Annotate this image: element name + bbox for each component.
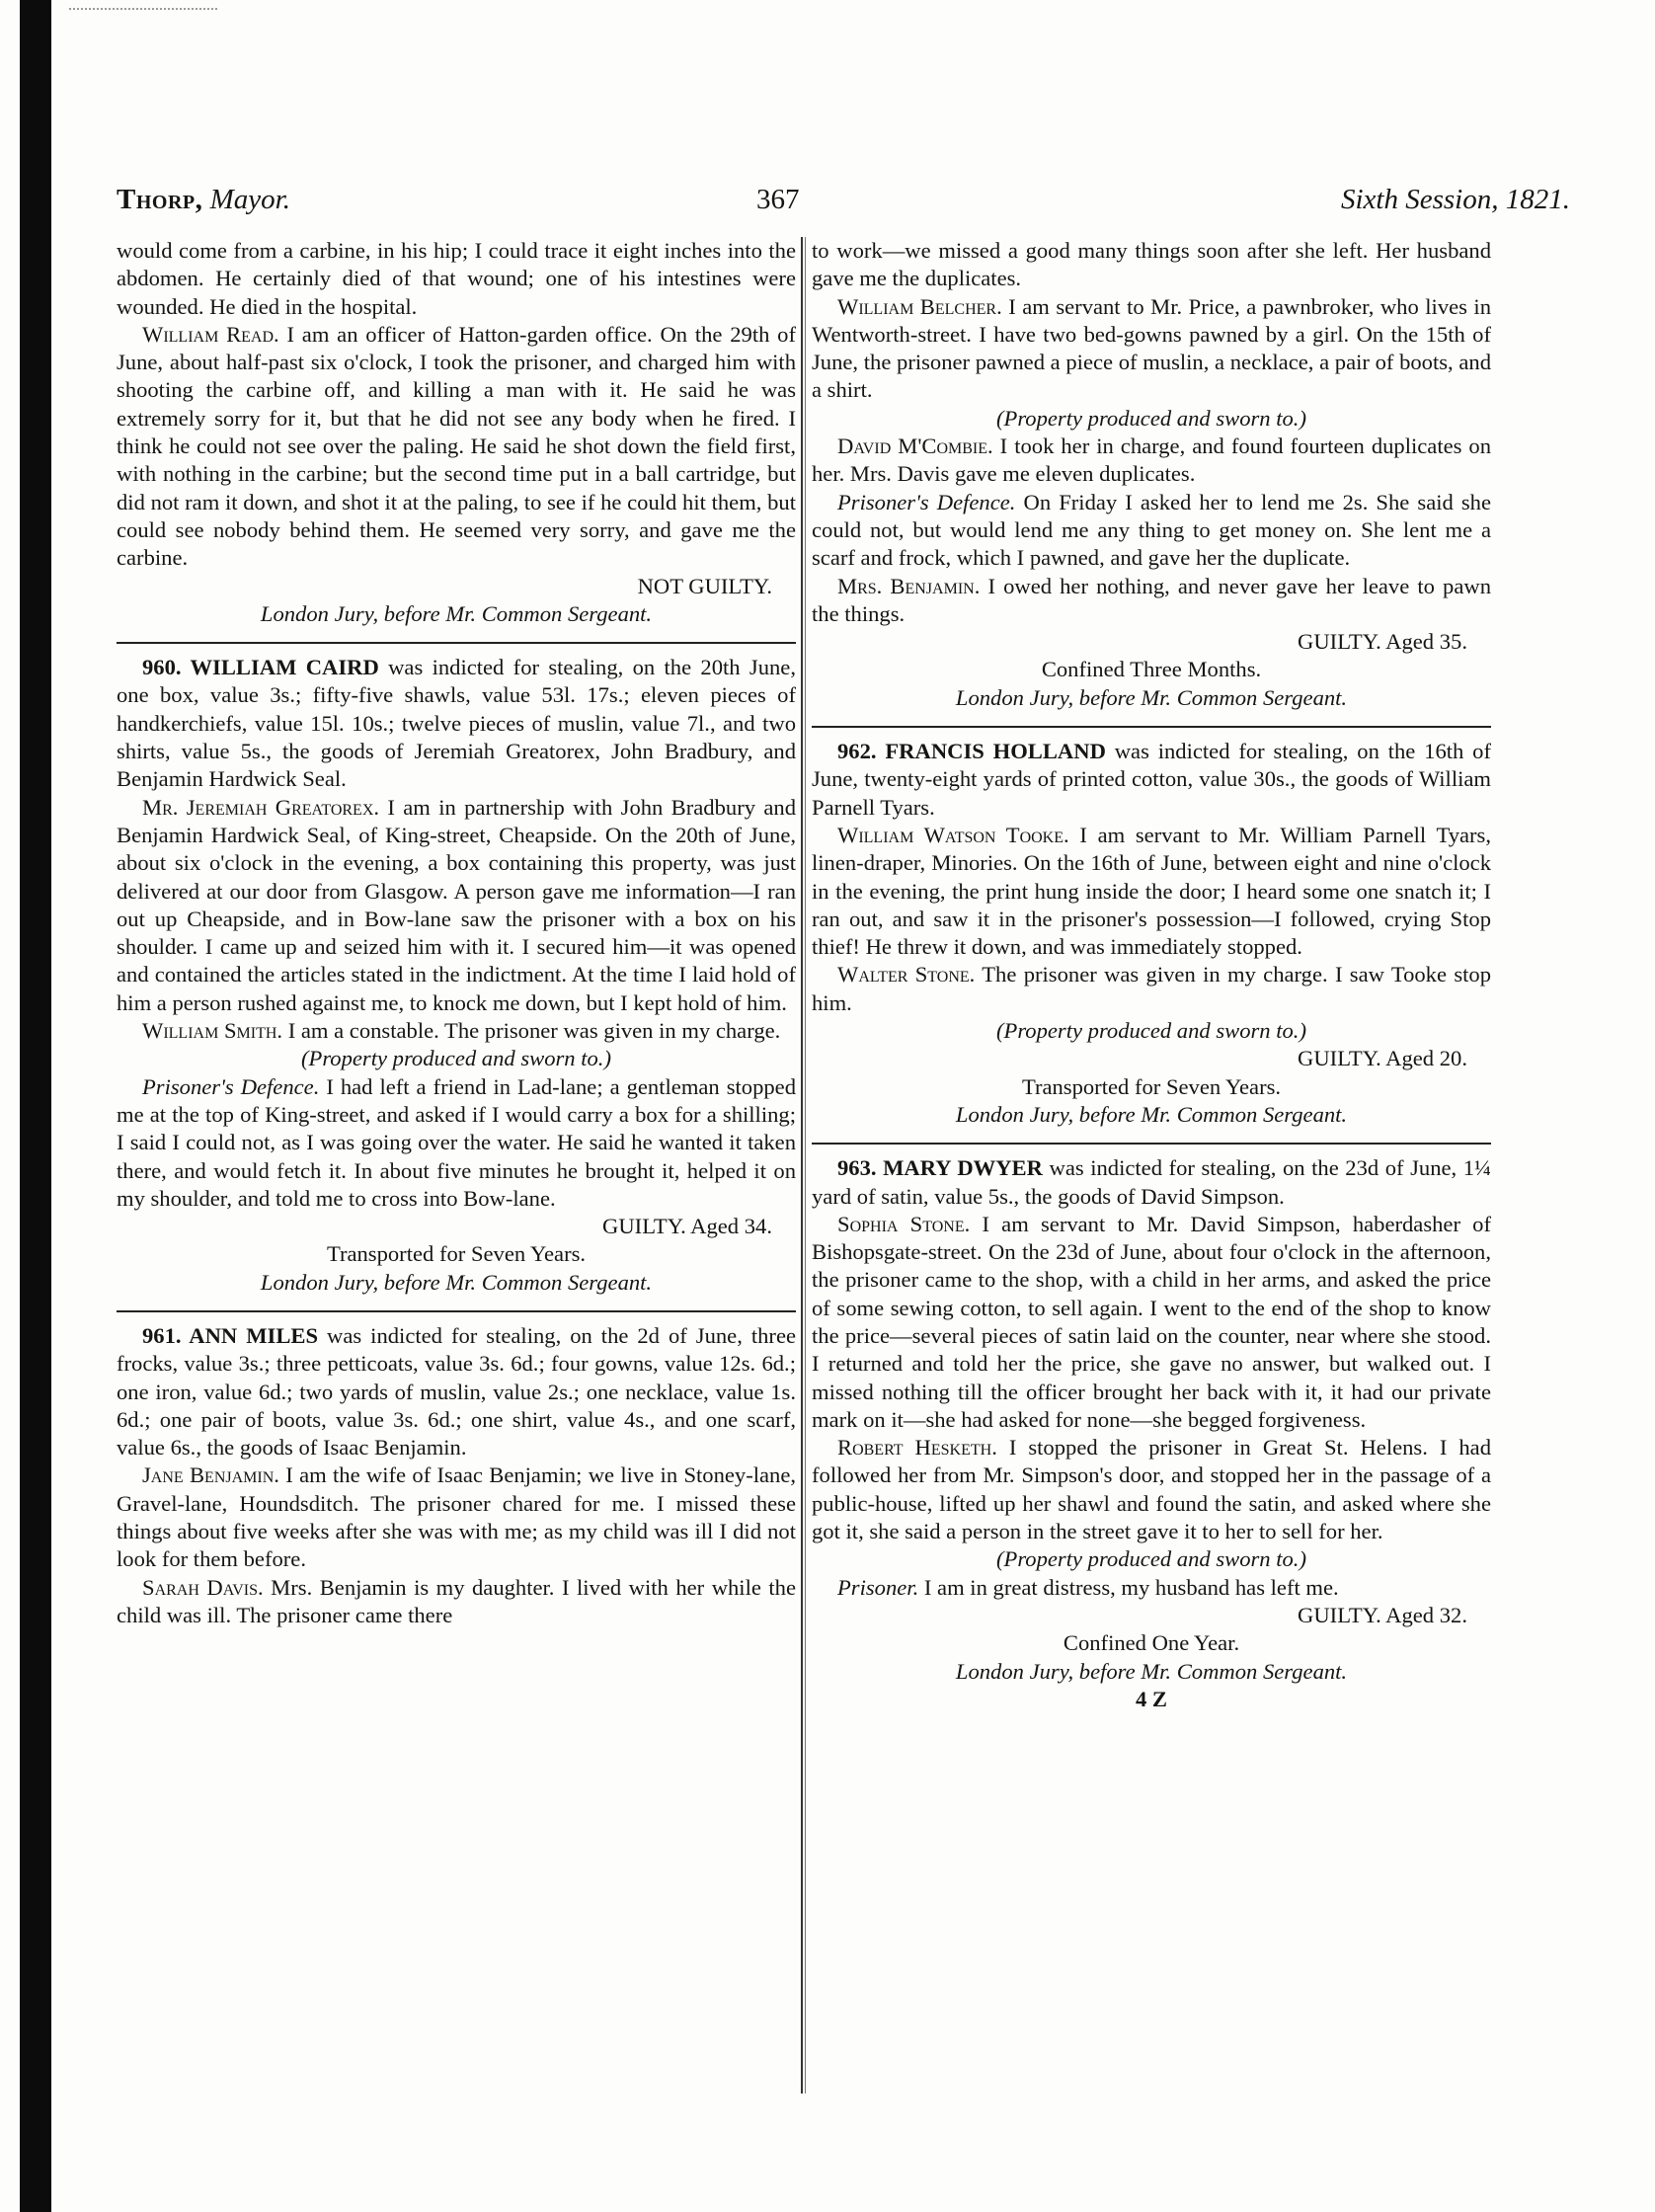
testimony-text: I am servant to Mr. Price, a pawnbroker, who lives in Wentworth-street. I have two bed-gowns pawned by a girl. On the 15th of June, the prisoner pawned a piece of muslin, a necklace, a pair of boots, and a shirt. bbox=[812, 293, 1491, 403]
prisoner-text: I am in great distress, my husband has left me. bbox=[918, 1574, 1339, 1600]
indictment-text: was indicted for stealing, on the 16th of June, twenty-eight yards of printed cotton, value 30s., the goods of William Parnell Tyars. bbox=[812, 739, 1491, 820]
case-963 bbox=[812, 1154, 1491, 1211]
scan-artifact bbox=[69, 8, 217, 16]
prisoner-label: Prisoner. bbox=[837, 1574, 919, 1600]
header-left bbox=[117, 184, 290, 216]
jury-line: London Jury, before Mr. Common Sergeant. bbox=[955, 1658, 1348, 1684]
testimony bbox=[117, 794, 796, 1017]
jury-line: London Jury, before Mr. Common Sergeant. bbox=[955, 1101, 1348, 1127]
page-number: 367 bbox=[756, 184, 800, 215]
testimony bbox=[117, 321, 796, 573]
column-divider-inner bbox=[805, 237, 806, 2094]
case-962 bbox=[812, 738, 1491, 822]
testimony bbox=[812, 961, 1491, 1017]
testimony bbox=[812, 433, 1491, 489]
testimony bbox=[117, 1017, 796, 1045]
testimony-text: I am in partnership with John Bradbury and Benjamin Hardwick Seal, of King-street, Cheapside. On the 20th of June, about six o'clock in the evening, a box containing this property, was just delivered at our door from Glasgow. A person gave me information—I ran out up Cheapside, and in Bow-lane saw the prisoner with a box on his shoulder. I came up and seized him with it. I secured him—it was opened and contained the articles stated in the indictment. At the time I laid hold of him a person rushed against me, to knock me down, but I kept hold of him. bbox=[117, 794, 796, 1015]
testimony-text: I am an officer of Hatton-garden office. On the 29th of June, about half-past six o'clock, I took the prisoner, and charged him with shooting the carbine off, and killing a man with it. He said he was extremely sorry for it, but that he did not see any body when he fired. I think he could not see over the paling. He said he shot down the field first, with nothing in the carbine; but the second time put in a ball cartridge, but did not ram it down, and shot it at the paling, to see if he could hit them, but could see nobody behind them. He seemed very sorry, and gave me the carbine. bbox=[117, 321, 796, 571]
speaker: David M'Combie. bbox=[837, 434, 993, 459]
sentence: Transported for Seven Years. bbox=[326, 1241, 587, 1267]
testimony-text: I am servant to Mr. William Parnell Tyars, linen-draper, Minories. On the 16th of June, between eight and nine o'clock in the evening, the print hung inside the door; I heard some one snatch it; I ran out, and saw it in the prisoner's possession—I followed, crying Stop thief! He threw it down, and was immediately stopped. bbox=[812, 822, 1491, 960]
speaker: William Watson Tooke. bbox=[837, 822, 1069, 847]
speaker: William Smith. bbox=[142, 1018, 283, 1044]
speaker: Robert Hesketh. bbox=[837, 1435, 997, 1461]
verdict: GUILTY. Aged 35. bbox=[1298, 629, 1467, 655]
jury-line: London Jury, before Mr. Common Sergeant. bbox=[955, 684, 1348, 710]
indictment-text: was indicted for stealing, on the 2d of June, three frocks, value 3s.; three petticoats, value 3s. 6d.; four gowns, value 12s. 6d.; one iron, value 6d.; two yards of muslin, value 2s.; one necklace, value 1s. 6d.; one pair of boots, value 3s. 6d.; one shirt, value 4s., and one scarf, value 6s., the goods of Isaac Benjamin. bbox=[117, 1322, 796, 1461]
case-divider bbox=[117, 642, 796, 644]
property-note: (Property produced and sworn to.) bbox=[996, 1546, 1306, 1572]
indictment-text: was indicted for stealing, on the 23d of June, 1¼ yard of satin, value 5s., the goods of David Simpson. bbox=[812, 1155, 1491, 1209]
case-divider bbox=[117, 1310, 796, 1312]
testimony-text: I am the wife of Isaac Benjamin; we live in Stoney-lane, Gravel-lane, Houndsditch. The prisoner chared for me. I missed these things about five weeks after she was with me; as my child was ill I did not look for them before. bbox=[117, 1462, 796, 1572]
speaker: Sarah Davis. bbox=[142, 1574, 264, 1600]
testimony bbox=[812, 1434, 1491, 1545]
testimony-text: I am a constable. The prisoner was given in my charge. bbox=[282, 1018, 781, 1044]
page-header bbox=[117, 184, 1576, 227]
defence bbox=[812, 489, 1491, 573]
speaker: William Read. bbox=[142, 321, 279, 347]
verdict: GUILTY. Aged 34. bbox=[602, 1214, 772, 1239]
testimony-text: I am servant to Mr. David Simpson, haberdasher of Bishopsgate-street. On the 23d of June, about four o'clock in the afternoon, the prisoner came to the shop, with a child in her arms, and asked the price of some sewing cotton, to sell again. I went to the end of the shop to know the price—several pieces of satin laid on the counter, near where she stood. I returned and told her the price, she gave no answer, but walked out. I missed nothing till the officer brought her back with it, it had our private mark on it—she had asked for none—she begged forgiveness. bbox=[812, 1211, 1491, 1432]
testimony bbox=[117, 1574, 796, 1630]
testimony bbox=[812, 1211, 1491, 1434]
verdict: GUILTY. Aged 32. bbox=[1298, 1602, 1467, 1627]
jury-line: London Jury, before Mr. Common Sergeant. bbox=[260, 1269, 653, 1295]
case-961 bbox=[117, 1322, 796, 1462]
defence-text: I had left a friend in Lad-lane; a gentleman stopped me at the top of King-street, and asked if I would carry a box for a shilling; I said I could not, as I was going over the water. He said he wanted it taken there, and would fetch it. In about five minutes he brought it, helped it on my shoulder, and told me to cross into Bow-lane. bbox=[117, 1073, 796, 1211]
binding-edge bbox=[20, 0, 51, 2212]
testimony bbox=[812, 822, 1491, 961]
testimony-text: I took her in charge, and found fourteen duplicates on her. Mrs. Davis gave me eleven duplicates. bbox=[812, 434, 1491, 487]
prisoner-statement bbox=[812, 1574, 1491, 1602]
speaker: Mrs. Benjamin. bbox=[837, 573, 981, 598]
property-note: (Property produced and sworn to.) bbox=[301, 1046, 611, 1071]
defence-label: Prisoner's Defence. bbox=[142, 1073, 320, 1099]
case-divider bbox=[812, 1143, 1491, 1145]
case-960 bbox=[117, 654, 796, 793]
paragraph: to work—we missed a good many things soon after she left. Her husband gave me the duplicates. bbox=[812, 238, 1491, 291]
property-note: (Property produced and sworn to.) bbox=[996, 1018, 1306, 1044]
testimony bbox=[812, 293, 1491, 405]
sentence: Confined Three Months. bbox=[1041, 657, 1262, 682]
testimony-text: I owed her nothing, and never gave her leave to pawn the things. bbox=[812, 573, 1491, 626]
sentence: Confined One Year. bbox=[1063, 1630, 1240, 1656]
left-column bbox=[117, 237, 796, 2113]
header-mayor-name: Thorp, bbox=[117, 184, 203, 215]
paragraph: would come from a carbine, in his hip; I could trace it eight inches into the abdomen. He certainly died of that wound; one of his intestines were wounded. He died in the hospital. bbox=[117, 238, 796, 319]
speaker: Mr. Jeremiah Greatorex. bbox=[142, 794, 380, 820]
sentence: Transported for Seven Years. bbox=[1021, 1073, 1282, 1099]
header-session: Sixth Session, 1821. bbox=[1341, 184, 1570, 215]
defence-text: On Friday I asked her to lend me 2s. She said she could not, but would lend me any thing to get money on. She lent me a scarf and frock, which I pawned, and gave her the duplicate. bbox=[812, 489, 1491, 571]
speaker: Sophia Stone. bbox=[837, 1211, 971, 1236]
right-column bbox=[812, 237, 1491, 2113]
speaker: Jane Benjamin. bbox=[142, 1462, 279, 1488]
indictment-text: was indicted for stealing, on the 20th June, one box, value 3s.; fifty-five shawls, value 53l. 17s.; eleven pieces of handkerchiefs, value 15l. 10s.; twelve pieces of muslin, value 7l., and two shirts, value 5s., the goods of Jeremiah Greatorex, John Bradbury, and Benjamin Hardwick Seal. bbox=[117, 655, 796, 792]
case-heading: 963. MARY DWYER bbox=[837, 1155, 1043, 1181]
printer-signature: 4 Z bbox=[1135, 1686, 1167, 1711]
defence-label: Prisoner's Defence. bbox=[837, 489, 1016, 514]
speaker: William Belcher. bbox=[837, 293, 1002, 319]
column-divider bbox=[801, 237, 803, 2094]
case-heading: 962. FRANCIS HOLLAND bbox=[837, 739, 1106, 764]
case-heading: 961. ANN MILES bbox=[142, 1322, 319, 1348]
defence bbox=[117, 1073, 796, 1213]
testimony bbox=[812, 573, 1491, 629]
testimony-text: Mrs. Benjamin is my daughter. I lived with her while the child was ill. The prisoner came there bbox=[117, 1574, 796, 1627]
testimony bbox=[117, 1462, 796, 1573]
case-heading: 960. WILLIAM CAIRD bbox=[142, 655, 379, 680]
property-note: (Property produced and sworn to.) bbox=[996, 405, 1306, 431]
verdict: NOT GUILTY. bbox=[637, 573, 772, 598]
testimony-text: I stopped the prisoner in Great St. Helens. I had followed her from Mr. Simpson's door, and stopped her in the passage of a public-house, lifted up her shawl and found the satin, and asked where she got it, she said a person in the street gave it to her to sell for her. bbox=[812, 1435, 1491, 1544]
jury-line: London Jury, before Mr. Common Sergeant. bbox=[260, 600, 653, 626]
testimony-text: The prisoner was given in my charge. I saw Tooke stop him. bbox=[812, 962, 1491, 1015]
verdict: GUILTY. Aged 20. bbox=[1298, 1046, 1467, 1071]
header-mayor-title: Mayor. bbox=[209, 184, 290, 215]
speaker: Walter Stone. bbox=[837, 962, 976, 988]
case-divider bbox=[812, 726, 1491, 728]
